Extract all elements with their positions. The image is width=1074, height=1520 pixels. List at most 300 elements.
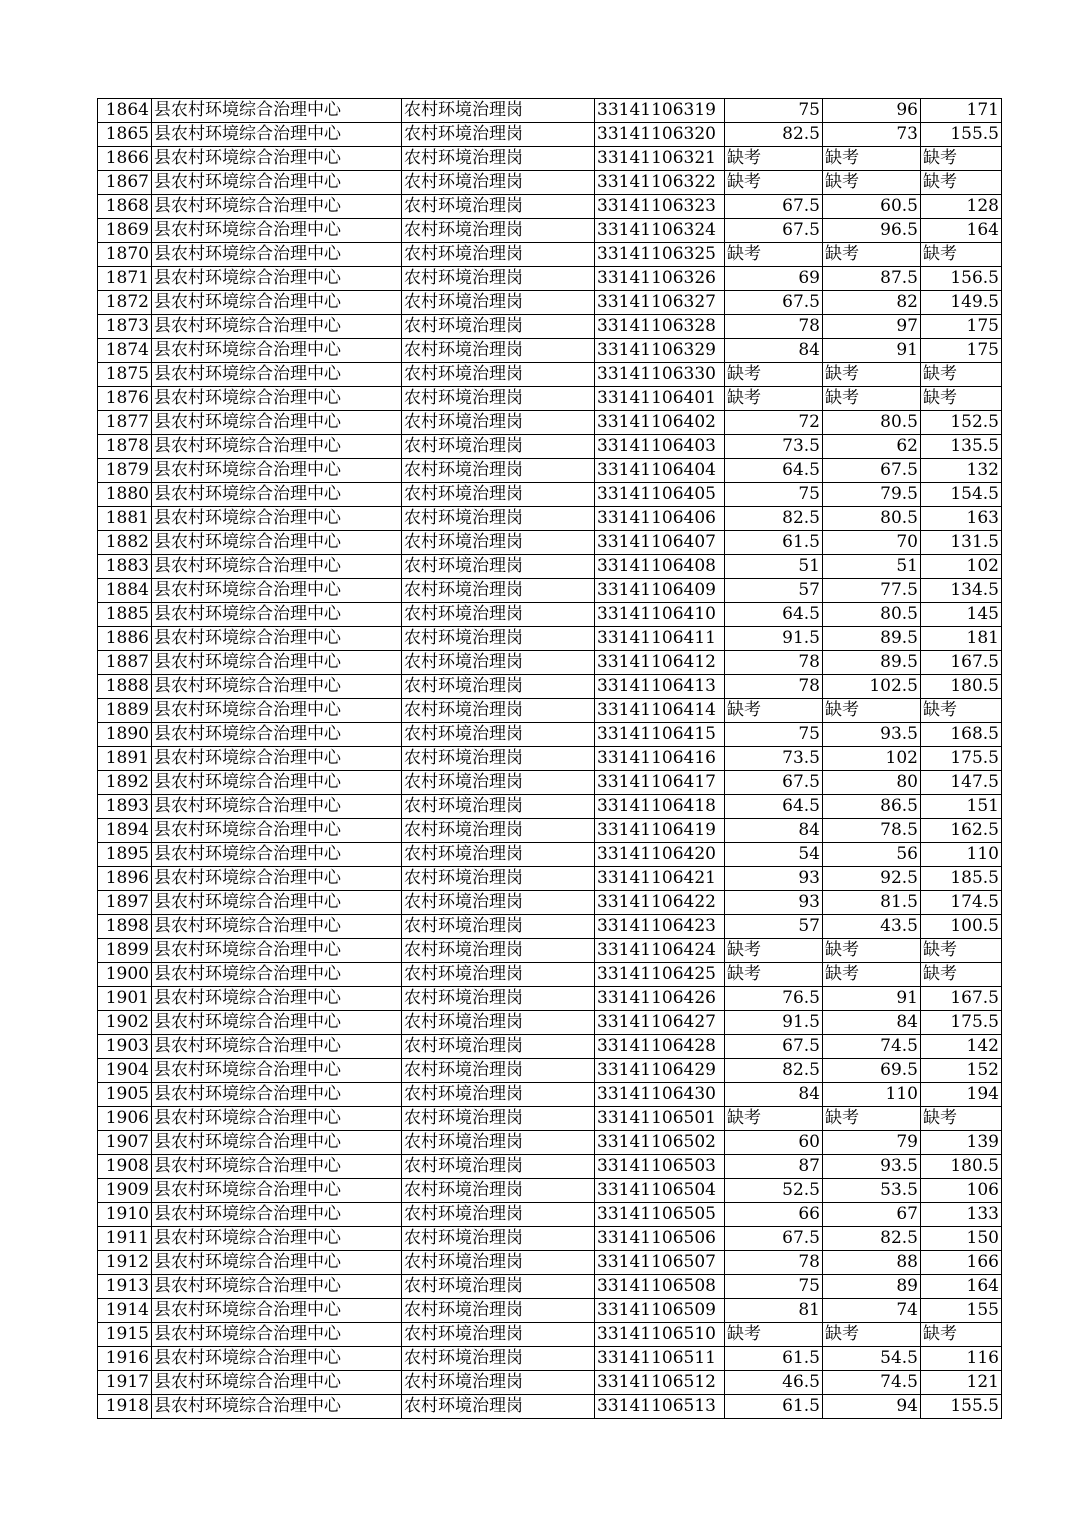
exam-id-cell: 33141106421 bbox=[595, 867, 725, 891]
total-cell: 156.5 bbox=[921, 267, 1002, 291]
score2-cell: 102.5 bbox=[823, 675, 921, 699]
position-cell: 农村环境治理岗 bbox=[402, 195, 595, 219]
table-row bbox=[98, 627, 1002, 651]
table-row bbox=[98, 411, 1002, 435]
score2-cell: 缺考 bbox=[823, 243, 921, 267]
row-number-cell: 1904 bbox=[98, 1059, 152, 1083]
score1-cell: 缺考 bbox=[725, 939, 823, 963]
table-row bbox=[98, 699, 1002, 723]
unit-cell: 县农村环境综合治理中心 bbox=[152, 891, 402, 915]
total-cell: 180.5 bbox=[921, 1155, 1002, 1179]
score2-cell: 86.5 bbox=[823, 795, 921, 819]
score1-cell: 缺考 bbox=[725, 363, 823, 387]
exam-id-cell: 33141106323 bbox=[595, 195, 725, 219]
score1-cell: 67.5 bbox=[725, 195, 823, 219]
score1-cell: 84 bbox=[725, 1083, 823, 1107]
table-row bbox=[98, 1179, 1002, 1203]
table-row bbox=[98, 915, 1002, 939]
row-number-cell: 1899 bbox=[98, 939, 152, 963]
row-number-cell: 1897 bbox=[98, 891, 152, 915]
score1-cell: 64.5 bbox=[725, 795, 823, 819]
exam-id-cell: 33141106405 bbox=[595, 483, 725, 507]
row-number-cell: 1910 bbox=[98, 1203, 152, 1227]
position-cell: 农村环境治理岗 bbox=[402, 915, 595, 939]
score2-cell: 74 bbox=[823, 1299, 921, 1323]
row-number-cell: 1903 bbox=[98, 1035, 152, 1059]
table-row bbox=[98, 603, 1002, 627]
table-row bbox=[98, 507, 1002, 531]
total-cell: 135.5 bbox=[921, 435, 1002, 459]
position-cell: 农村环境治理岗 bbox=[402, 1251, 595, 1275]
table-row bbox=[98, 435, 1002, 459]
total-cell: 缺考 bbox=[921, 699, 1002, 723]
unit-cell: 县农村环境综合治理中心 bbox=[152, 507, 402, 531]
position-cell: 农村环境治理岗 bbox=[402, 1083, 595, 1107]
row-number-cell: 1906 bbox=[98, 1107, 152, 1131]
score2-cell: 97 bbox=[823, 315, 921, 339]
score1-cell: 64.5 bbox=[725, 603, 823, 627]
exam-id-cell: 33141106510 bbox=[595, 1323, 725, 1347]
total-cell: 164 bbox=[921, 1275, 1002, 1299]
score2-cell: 74.5 bbox=[823, 1035, 921, 1059]
score2-cell: 缺考 bbox=[823, 387, 921, 411]
table-row bbox=[98, 891, 1002, 915]
score2-cell: 79.5 bbox=[823, 483, 921, 507]
table-row bbox=[98, 243, 1002, 267]
table-row bbox=[98, 171, 1002, 195]
unit-cell: 县农村环境综合治理中心 bbox=[152, 1323, 402, 1347]
score1-cell: 82.5 bbox=[725, 1059, 823, 1083]
unit-cell: 县农村环境综合治理中心 bbox=[152, 795, 402, 819]
row-number-cell: 1870 bbox=[98, 243, 152, 267]
total-cell: 171 bbox=[921, 99, 1002, 123]
exam-id-cell: 33141106428 bbox=[595, 1035, 725, 1059]
total-cell: 163 bbox=[921, 507, 1002, 531]
table-row bbox=[98, 651, 1002, 675]
position-cell: 农村环境治理岗 bbox=[402, 171, 595, 195]
position-cell: 农村环境治理岗 bbox=[402, 867, 595, 891]
total-cell: 175.5 bbox=[921, 747, 1002, 771]
exam-id-cell: 33141106319 bbox=[595, 99, 725, 123]
exam-id-cell: 33141106320 bbox=[595, 123, 725, 147]
unit-cell: 县农村环境综合治理中心 bbox=[152, 171, 402, 195]
total-cell: 175.5 bbox=[921, 1011, 1002, 1035]
table-row bbox=[98, 1347, 1002, 1371]
total-cell: 167.5 bbox=[921, 651, 1002, 675]
total-cell: 缺考 bbox=[921, 363, 1002, 387]
total-cell: 133 bbox=[921, 1203, 1002, 1227]
unit-cell: 县农村环境综合治理中心 bbox=[152, 1203, 402, 1227]
score1-cell: 61.5 bbox=[725, 1395, 823, 1419]
row-number-cell: 1869 bbox=[98, 219, 152, 243]
position-cell: 农村环境治理岗 bbox=[402, 987, 595, 1011]
score1-cell: 78 bbox=[725, 675, 823, 699]
exam-id-cell: 33141106422 bbox=[595, 891, 725, 915]
position-cell: 农村环境治理岗 bbox=[402, 459, 595, 483]
score1-cell: 87 bbox=[725, 1155, 823, 1179]
score2-cell: 69.5 bbox=[823, 1059, 921, 1083]
unit-cell: 县农村环境综合治理中心 bbox=[152, 867, 402, 891]
exam-id-cell: 33141106403 bbox=[595, 435, 725, 459]
row-number-cell: 1864 bbox=[98, 99, 152, 123]
table-row bbox=[98, 1107, 1002, 1131]
score2-cell: 56 bbox=[823, 843, 921, 867]
score1-cell: 46.5 bbox=[725, 1371, 823, 1395]
unit-cell: 县农村环境综合治理中心 bbox=[152, 747, 402, 771]
total-cell: 194 bbox=[921, 1083, 1002, 1107]
position-cell: 农村环境治理岗 bbox=[402, 555, 595, 579]
unit-cell: 县农村环境综合治理中心 bbox=[152, 723, 402, 747]
total-cell: 缺考 bbox=[921, 243, 1002, 267]
total-cell: 155.5 bbox=[921, 1395, 1002, 1419]
total-cell: 168.5 bbox=[921, 723, 1002, 747]
score2-cell: 80.5 bbox=[823, 507, 921, 531]
exam-id-cell: 33141106511 bbox=[595, 1347, 725, 1371]
exam-id-cell: 33141106418 bbox=[595, 795, 725, 819]
position-cell: 农村环境治理岗 bbox=[402, 99, 595, 123]
total-cell: 116 bbox=[921, 1347, 1002, 1371]
position-cell: 农村环境治理岗 bbox=[402, 963, 595, 987]
position-cell: 农村环境治理岗 bbox=[402, 363, 595, 387]
row-number-cell: 1900 bbox=[98, 963, 152, 987]
score2-cell: 96.5 bbox=[823, 219, 921, 243]
row-number-cell: 1895 bbox=[98, 843, 152, 867]
exam-id-cell: 33141106413 bbox=[595, 675, 725, 699]
score1-cell: 82.5 bbox=[725, 507, 823, 531]
score1-cell: 52.5 bbox=[725, 1179, 823, 1203]
total-cell: 151 bbox=[921, 795, 1002, 819]
unit-cell: 县农村环境综合治理中心 bbox=[152, 1251, 402, 1275]
score1-cell: 78 bbox=[725, 1251, 823, 1275]
position-cell: 农村环境治理岗 bbox=[402, 1155, 595, 1179]
unit-cell: 县农村环境综合治理中心 bbox=[152, 195, 402, 219]
score2-cell: 74.5 bbox=[823, 1371, 921, 1395]
unit-cell: 县农村环境综合治理中心 bbox=[152, 291, 402, 315]
score1-cell: 缺考 bbox=[725, 1323, 823, 1347]
exam-id-cell: 33141106401 bbox=[595, 387, 725, 411]
position-cell: 农村环境治理岗 bbox=[402, 267, 595, 291]
row-number-cell: 1905 bbox=[98, 1083, 152, 1107]
position-cell: 农村环境治理岗 bbox=[402, 795, 595, 819]
unit-cell: 县农村环境综合治理中心 bbox=[152, 1035, 402, 1059]
score1-cell: 81 bbox=[725, 1299, 823, 1323]
table-row bbox=[98, 219, 1002, 243]
row-number-cell: 1881 bbox=[98, 507, 152, 531]
position-cell: 农村环境治理岗 bbox=[402, 147, 595, 171]
score2-cell: 60.5 bbox=[823, 195, 921, 219]
row-number-cell: 1886 bbox=[98, 627, 152, 651]
score1-cell: 67.5 bbox=[725, 1227, 823, 1251]
unit-cell: 县农村环境综合治理中心 bbox=[152, 627, 402, 651]
row-number-cell: 1865 bbox=[98, 123, 152, 147]
exam-id-cell: 33141106513 bbox=[595, 1395, 725, 1419]
total-cell: 128 bbox=[921, 195, 1002, 219]
table-row bbox=[98, 1227, 1002, 1251]
unit-cell: 县农村环境综合治理中心 bbox=[152, 411, 402, 435]
unit-cell: 县农村环境综合治理中心 bbox=[152, 267, 402, 291]
row-number-cell: 1879 bbox=[98, 459, 152, 483]
score2-cell: 62 bbox=[823, 435, 921, 459]
score2-cell: 89 bbox=[823, 1275, 921, 1299]
exam-id-cell: 33141106329 bbox=[595, 339, 725, 363]
position-cell: 农村环境治理岗 bbox=[402, 723, 595, 747]
unit-cell: 县农村环境综合治理中心 bbox=[152, 1371, 402, 1395]
row-number-cell: 1902 bbox=[98, 1011, 152, 1035]
row-number-cell: 1909 bbox=[98, 1179, 152, 1203]
score2-cell: 91 bbox=[823, 987, 921, 1011]
score2-cell: 102 bbox=[823, 747, 921, 771]
total-cell: 134.5 bbox=[921, 579, 1002, 603]
position-cell: 农村环境治理岗 bbox=[402, 1275, 595, 1299]
score1-cell: 67.5 bbox=[725, 771, 823, 795]
position-cell: 农村环境治理岗 bbox=[402, 483, 595, 507]
table-row bbox=[98, 771, 1002, 795]
score1-cell: 缺考 bbox=[725, 963, 823, 987]
table-row bbox=[98, 867, 1002, 891]
row-number-cell: 1898 bbox=[98, 915, 152, 939]
position-cell: 农村环境治理岗 bbox=[402, 747, 595, 771]
position-cell: 农村环境治理岗 bbox=[402, 939, 595, 963]
total-cell: 155.5 bbox=[921, 123, 1002, 147]
total-cell: 155 bbox=[921, 1299, 1002, 1323]
row-number-cell: 1875 bbox=[98, 363, 152, 387]
total-cell: 106 bbox=[921, 1179, 1002, 1203]
row-number-cell: 1892 bbox=[98, 771, 152, 795]
table-row bbox=[98, 363, 1002, 387]
position-cell: 农村环境治理岗 bbox=[402, 579, 595, 603]
score2-cell: 缺考 bbox=[823, 171, 921, 195]
total-cell: 缺考 bbox=[921, 1107, 1002, 1131]
row-number-cell: 1907 bbox=[98, 1131, 152, 1155]
exam-id-cell: 33141106417 bbox=[595, 771, 725, 795]
position-cell: 农村环境治理岗 bbox=[402, 627, 595, 651]
score2-cell: 67.5 bbox=[823, 459, 921, 483]
unit-cell: 县农村环境综合治理中心 bbox=[152, 363, 402, 387]
score2-cell: 77.5 bbox=[823, 579, 921, 603]
score2-cell: 80 bbox=[823, 771, 921, 795]
unit-cell: 县农村环境综合治理中心 bbox=[152, 939, 402, 963]
score-table bbox=[97, 98, 1002, 1419]
row-number-cell: 1917 bbox=[98, 1371, 152, 1395]
row-number-cell: 1873 bbox=[98, 315, 152, 339]
exam-id-cell: 33141106406 bbox=[595, 507, 725, 531]
total-cell: 100.5 bbox=[921, 915, 1002, 939]
score2-cell: 92.5 bbox=[823, 867, 921, 891]
score2-cell: 80.5 bbox=[823, 411, 921, 435]
position-cell: 农村环境治理岗 bbox=[402, 1299, 595, 1323]
score1-cell: 75 bbox=[725, 483, 823, 507]
exam-id-cell: 33141106419 bbox=[595, 819, 725, 843]
exam-id-cell: 33141106509 bbox=[595, 1299, 725, 1323]
exam-id-cell: 33141106503 bbox=[595, 1155, 725, 1179]
row-number-cell: 1880 bbox=[98, 483, 152, 507]
row-number-cell: 1872 bbox=[98, 291, 152, 315]
score2-cell: 缺考 bbox=[823, 147, 921, 171]
position-cell: 农村环境治理岗 bbox=[402, 1347, 595, 1371]
position-cell: 农村环境治理岗 bbox=[402, 243, 595, 267]
score1-cell: 73.5 bbox=[725, 747, 823, 771]
score2-cell: 缺考 bbox=[823, 1323, 921, 1347]
score1-cell: 67.5 bbox=[725, 1035, 823, 1059]
total-cell: 145 bbox=[921, 603, 1002, 627]
score2-cell: 89.5 bbox=[823, 651, 921, 675]
row-number-cell: 1889 bbox=[98, 699, 152, 723]
position-cell: 农村环境治理岗 bbox=[402, 315, 595, 339]
total-cell: 164 bbox=[921, 219, 1002, 243]
unit-cell: 县农村环境综合治理中心 bbox=[152, 819, 402, 843]
position-cell: 农村环境治理岗 bbox=[402, 1107, 595, 1131]
unit-cell: 县农村环境综合治理中心 bbox=[152, 699, 402, 723]
row-number-cell: 1867 bbox=[98, 171, 152, 195]
row-number-cell: 1884 bbox=[98, 579, 152, 603]
score2-cell: 96 bbox=[823, 99, 921, 123]
score2-cell: 93.5 bbox=[823, 1155, 921, 1179]
table-row bbox=[98, 291, 1002, 315]
score2-cell: 94 bbox=[823, 1395, 921, 1419]
total-cell: 132 bbox=[921, 459, 1002, 483]
score-table-body bbox=[98, 99, 1002, 1419]
unit-cell: 县农村环境综合治理中心 bbox=[152, 1179, 402, 1203]
exam-id-cell: 33141106508 bbox=[595, 1275, 725, 1299]
total-cell: 缺考 bbox=[921, 1323, 1002, 1347]
row-number-cell: 1891 bbox=[98, 747, 152, 771]
score1-cell: 93 bbox=[725, 867, 823, 891]
exam-id-cell: 33141106423 bbox=[595, 915, 725, 939]
position-cell: 农村环境治理岗 bbox=[402, 1179, 595, 1203]
row-number-cell: 1874 bbox=[98, 339, 152, 363]
unit-cell: 县农村环境综合治理中心 bbox=[152, 1275, 402, 1299]
exam-id-cell: 33141106322 bbox=[595, 171, 725, 195]
row-number-cell: 1876 bbox=[98, 387, 152, 411]
unit-cell: 县农村环境综合治理中心 bbox=[152, 459, 402, 483]
row-number-cell: 1871 bbox=[98, 267, 152, 291]
unit-cell: 县农村环境综合治理中心 bbox=[152, 243, 402, 267]
score1-cell: 61.5 bbox=[725, 1347, 823, 1371]
table-row bbox=[98, 267, 1002, 291]
unit-cell: 县农村环境综合治理中心 bbox=[152, 1347, 402, 1371]
score1-cell: 69 bbox=[725, 267, 823, 291]
unit-cell: 县农村环境综合治理中心 bbox=[152, 387, 402, 411]
total-cell: 139 bbox=[921, 1131, 1002, 1155]
unit-cell: 县农村环境综合治理中心 bbox=[152, 651, 402, 675]
row-number-cell: 1918 bbox=[98, 1395, 152, 1419]
exam-id-cell: 33141106429 bbox=[595, 1059, 725, 1083]
unit-cell: 县农村环境综合治理中心 bbox=[152, 555, 402, 579]
unit-cell: 县农村环境综合治理中心 bbox=[152, 675, 402, 699]
score1-cell: 75 bbox=[725, 1275, 823, 1299]
total-cell: 174.5 bbox=[921, 891, 1002, 915]
score1-cell: 64.5 bbox=[725, 459, 823, 483]
unit-cell: 县农村环境综合治理中心 bbox=[152, 435, 402, 459]
exam-id-cell: 33141106412 bbox=[595, 651, 725, 675]
row-number-cell: 1888 bbox=[98, 675, 152, 699]
exam-id-cell: 33141106501 bbox=[595, 1107, 725, 1131]
exam-id-cell: 33141106325 bbox=[595, 243, 725, 267]
score2-cell: 79 bbox=[823, 1131, 921, 1155]
table-row bbox=[98, 939, 1002, 963]
score2-cell: 67 bbox=[823, 1203, 921, 1227]
unit-cell: 县农村环境综合治理中心 bbox=[152, 603, 402, 627]
table-row bbox=[98, 1299, 1002, 1323]
score1-cell: 缺考 bbox=[725, 1107, 823, 1131]
total-cell: 110 bbox=[921, 843, 1002, 867]
score2-cell: 51 bbox=[823, 555, 921, 579]
score1-cell: 60 bbox=[725, 1131, 823, 1155]
score1-cell: 91.5 bbox=[725, 627, 823, 651]
score1-cell: 78 bbox=[725, 315, 823, 339]
position-cell: 农村环境治理岗 bbox=[402, 891, 595, 915]
score1-cell: 缺考 bbox=[725, 243, 823, 267]
position-cell: 农村环境治理岗 bbox=[402, 291, 595, 315]
total-cell: 154.5 bbox=[921, 483, 1002, 507]
unit-cell: 县农村环境综合治理中心 bbox=[152, 1059, 402, 1083]
total-cell: 166 bbox=[921, 1251, 1002, 1275]
position-cell: 农村环境治理岗 bbox=[402, 1227, 595, 1251]
score1-cell: 91.5 bbox=[725, 1011, 823, 1035]
position-cell: 农村环境治理岗 bbox=[402, 1371, 595, 1395]
exam-id-cell: 33141106416 bbox=[595, 747, 725, 771]
score1-cell: 缺考 bbox=[725, 171, 823, 195]
position-cell: 农村环境治理岗 bbox=[402, 435, 595, 459]
score2-cell: 89.5 bbox=[823, 627, 921, 651]
row-number-cell: 1908 bbox=[98, 1155, 152, 1179]
row-number-cell: 1883 bbox=[98, 555, 152, 579]
total-cell: 149.5 bbox=[921, 291, 1002, 315]
score2-cell: 缺考 bbox=[823, 363, 921, 387]
score2-cell: 81.5 bbox=[823, 891, 921, 915]
table-row bbox=[98, 483, 1002, 507]
table-row bbox=[98, 339, 1002, 363]
unit-cell: 县农村环境综合治理中心 bbox=[152, 339, 402, 363]
score1-cell: 84 bbox=[725, 819, 823, 843]
total-cell: 150 bbox=[921, 1227, 1002, 1251]
score1-cell: 72 bbox=[725, 411, 823, 435]
score1-cell: 缺考 bbox=[725, 699, 823, 723]
unit-cell: 县农村环境综合治理中心 bbox=[152, 1395, 402, 1419]
row-number-cell: 1901 bbox=[98, 987, 152, 1011]
row-number-cell: 1896 bbox=[98, 867, 152, 891]
score1-cell: 66 bbox=[725, 1203, 823, 1227]
position-cell: 农村环境治理岗 bbox=[402, 1011, 595, 1035]
score1-cell: 57 bbox=[725, 915, 823, 939]
table-row bbox=[98, 1131, 1002, 1155]
exam-id-cell: 33141106326 bbox=[595, 267, 725, 291]
table-row bbox=[98, 723, 1002, 747]
row-number-cell: 1894 bbox=[98, 819, 152, 843]
exam-id-cell: 33141106505 bbox=[595, 1203, 725, 1227]
score2-cell: 91 bbox=[823, 339, 921, 363]
table-row bbox=[98, 1251, 1002, 1275]
unit-cell: 县农村环境综合治理中心 bbox=[152, 963, 402, 987]
score2-cell: 缺考 bbox=[823, 699, 921, 723]
score2-cell: 54.5 bbox=[823, 1347, 921, 1371]
exam-id-cell: 33141106507 bbox=[595, 1251, 725, 1275]
score2-cell: 110 bbox=[823, 1083, 921, 1107]
exam-id-cell: 33141106426 bbox=[595, 987, 725, 1011]
score2-cell: 88 bbox=[823, 1251, 921, 1275]
table-row bbox=[98, 579, 1002, 603]
row-number-cell: 1887 bbox=[98, 651, 152, 675]
exam-id-cell: 33141106408 bbox=[595, 555, 725, 579]
table-row bbox=[98, 675, 1002, 699]
position-cell: 农村环境治理岗 bbox=[402, 1395, 595, 1419]
position-cell: 农村环境治理岗 bbox=[402, 339, 595, 363]
exam-id-cell: 33141106420 bbox=[595, 843, 725, 867]
total-cell: 180.5 bbox=[921, 675, 1002, 699]
score1-cell: 67.5 bbox=[725, 291, 823, 315]
exam-id-cell: 33141106425 bbox=[595, 963, 725, 987]
row-number-cell: 1911 bbox=[98, 1227, 152, 1251]
